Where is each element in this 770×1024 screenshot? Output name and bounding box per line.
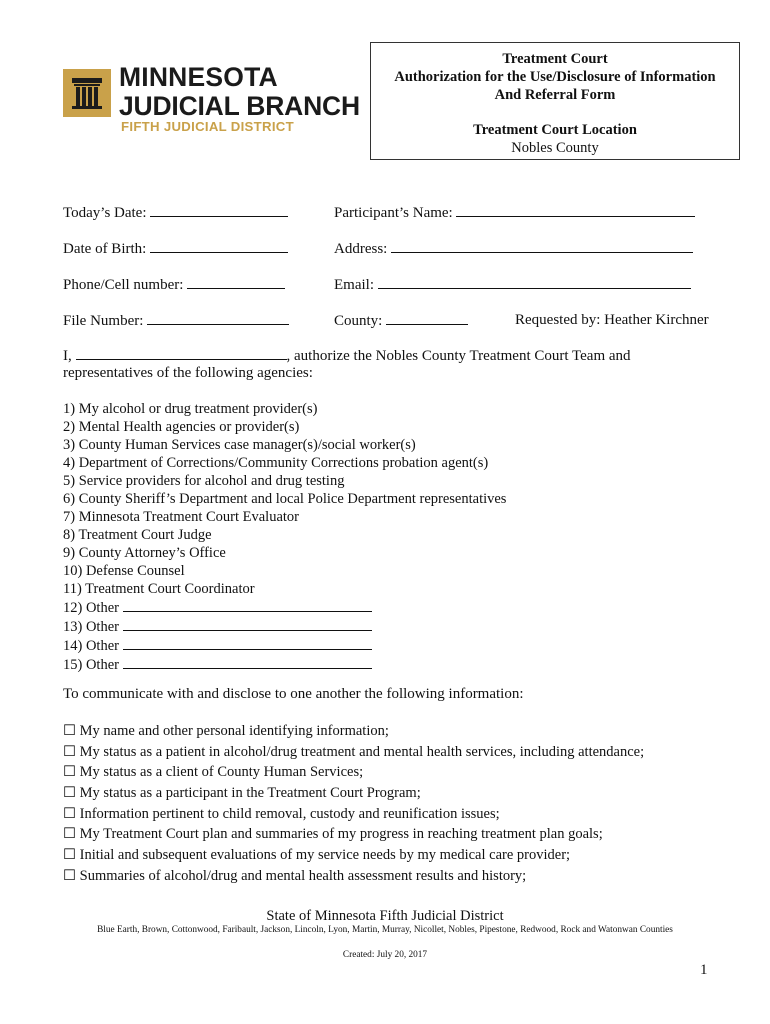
county-label: County: xyxy=(334,313,383,329)
agency-list xyxy=(63,400,506,674)
phone-field[interactable] xyxy=(63,275,285,294)
other-agency-blank[interactable] xyxy=(123,636,372,650)
list-item: 2) Mental Health agencies or provider(s) xyxy=(63,419,300,435)
address-field[interactable] xyxy=(334,239,693,258)
participant-name-blank[interactable] xyxy=(456,203,695,217)
list-item: 9) County Attorney’s Office xyxy=(63,545,226,561)
logo-minnesota: MINNESOTA xyxy=(119,62,278,92)
disclosure-item[interactable]: ☐ Initial and subsequent evaluations of my service needs by my medical care provider; xyxy=(63,847,571,864)
dob-blank[interactable] xyxy=(150,239,288,253)
list-item: 8) Treatment Court Judge xyxy=(63,527,212,543)
file-number-label: File Number: xyxy=(63,313,144,329)
other-agency-item: 15) Other xyxy=(63,655,506,674)
address-label: Address: xyxy=(334,241,388,257)
participant-name-label: Participant’s Name: xyxy=(334,205,453,221)
disclose-intro: To communicate with and disclose to one another the following information: xyxy=(63,686,524,702)
file-number-field[interactable] xyxy=(63,311,289,330)
list-item: 11) Treatment Court Coordinator xyxy=(63,581,255,597)
logo-judicial-branch: JUDICIAL BRANCH xyxy=(119,91,360,121)
list-item: 1) My alcohol or drug treatment provider(s) xyxy=(63,401,318,417)
authorizer-name-blank[interactable] xyxy=(76,346,287,360)
file-number-blank[interactable] xyxy=(147,311,289,325)
todays-date-label: Today’s Date: xyxy=(63,205,147,221)
checkbox-icon[interactable]: ☐ xyxy=(63,743,76,760)
authorization-line-2: representatives of the following agencies: xyxy=(63,365,313,381)
checkbox-icon[interactable]: ☐ xyxy=(63,723,76,739)
checkbox-icon[interactable]: ☐ xyxy=(63,785,76,802)
other-agency-blank[interactable] xyxy=(123,617,372,631)
todays-date-field[interactable] xyxy=(63,203,288,222)
disclosure-item[interactable]: ☐ Summaries of alcohol/drug and mental health assessment results and history; xyxy=(63,867,527,884)
county-blank[interactable] xyxy=(386,311,468,325)
disclosure-item[interactable]: ☐ Information pertinent to child removal, custody and reunification issues; xyxy=(63,805,500,822)
location-value: Nobles County xyxy=(511,140,599,156)
todays-date-blank[interactable] xyxy=(150,203,288,217)
courthouse-pillars-icon xyxy=(63,69,111,117)
checkbox-icon[interactable]: ☐ xyxy=(63,764,76,781)
requested-by: Requested by: Heather Kirchner xyxy=(515,312,709,328)
location-label: Treatment Court Location xyxy=(473,122,637,138)
county-field[interactable] xyxy=(334,311,468,330)
authorization-suffix: , authorize the Nobles County Treatment Court Team and xyxy=(286,348,631,364)
list-item: 7) Minnesota Treatment Court Evaluator xyxy=(63,509,299,525)
disclosure-item[interactable]: ☐ My name and other personal identifying information; xyxy=(63,723,389,739)
checkbox-icon[interactable]: ☐ xyxy=(63,847,76,864)
dob-field[interactable] xyxy=(63,239,288,258)
disclosure-item[interactable]: ☐ My Treatment Court plan and summaries of my progress in reaching treatment plan goals; xyxy=(63,826,603,843)
disclosure-list xyxy=(63,722,644,888)
list-item: 4) Department of Corrections/Community Corrections probation agent(s) xyxy=(63,455,489,471)
other-agency-blank[interactable] xyxy=(123,598,372,612)
page-number: 1 xyxy=(700,962,708,978)
list-item: 5) Service providers for alcohol and drug testing xyxy=(63,473,345,489)
form-title-box xyxy=(370,42,740,160)
checkbox-icon[interactable]: ☐ xyxy=(63,826,76,843)
other-agency-item: 14) Other xyxy=(63,636,506,655)
logo-district: FIFTH JUDICIAL DISTRICT xyxy=(121,119,294,134)
other-agency-item: 12) Other xyxy=(63,598,506,617)
checkbox-icon[interactable]: ☐ xyxy=(63,805,76,822)
phone-label: Phone/Cell number: xyxy=(63,277,184,293)
other-agency-item: 13) Other xyxy=(63,617,506,636)
form-title: Treatment Court xyxy=(502,51,608,67)
authorization-prefix: I, xyxy=(63,348,72,364)
list-item: 10) Defense Counsel xyxy=(63,563,185,579)
participant-name-field[interactable] xyxy=(334,203,695,222)
form-subtitle-2: And Referral Form xyxy=(494,87,616,103)
footer-title: State of Minnesota Fifth Judicial District xyxy=(266,908,504,924)
phone-blank[interactable] xyxy=(187,275,285,289)
address-blank[interactable] xyxy=(391,239,693,253)
checkbox-icon[interactable]: ☐ xyxy=(63,867,76,884)
list-item: 3) County Human Services case manager(s)/social worker(s) xyxy=(63,437,416,453)
disclosure-item[interactable]: ☐ My status as a client of County Human Services; xyxy=(63,764,364,781)
other-agency-blank[interactable] xyxy=(123,655,372,669)
footer-created: Created: July 20, 2017 xyxy=(342,950,428,960)
email-field[interactable] xyxy=(334,275,691,294)
list-item: 6) County Sheriff’s Department and local Police Department representatives xyxy=(63,491,507,507)
authorization-line xyxy=(63,346,631,365)
email-blank[interactable] xyxy=(378,275,691,289)
dob-label: Date of Birth: xyxy=(63,241,147,257)
footer-counties: Blue Earth, Brown, Cottonwood, Faribault, Jackson, Lincoln, Lyon, Martin, Murray, Nicollet, Nobles, Pipestone, Redwood, Rock and Watonwan Counties xyxy=(97,925,673,935)
form-subtitle: Authorization for the Use/Disclosure of Information xyxy=(394,69,716,85)
disclosure-item[interactable]: ☐ My status as a participant in the Treatment Court Program; xyxy=(63,785,421,802)
disclosure-item[interactable]: ☐ My status as a patient in alcohol/drug treatment and mental health services, including attendance; xyxy=(63,743,645,760)
email-label: Email: xyxy=(334,277,374,293)
